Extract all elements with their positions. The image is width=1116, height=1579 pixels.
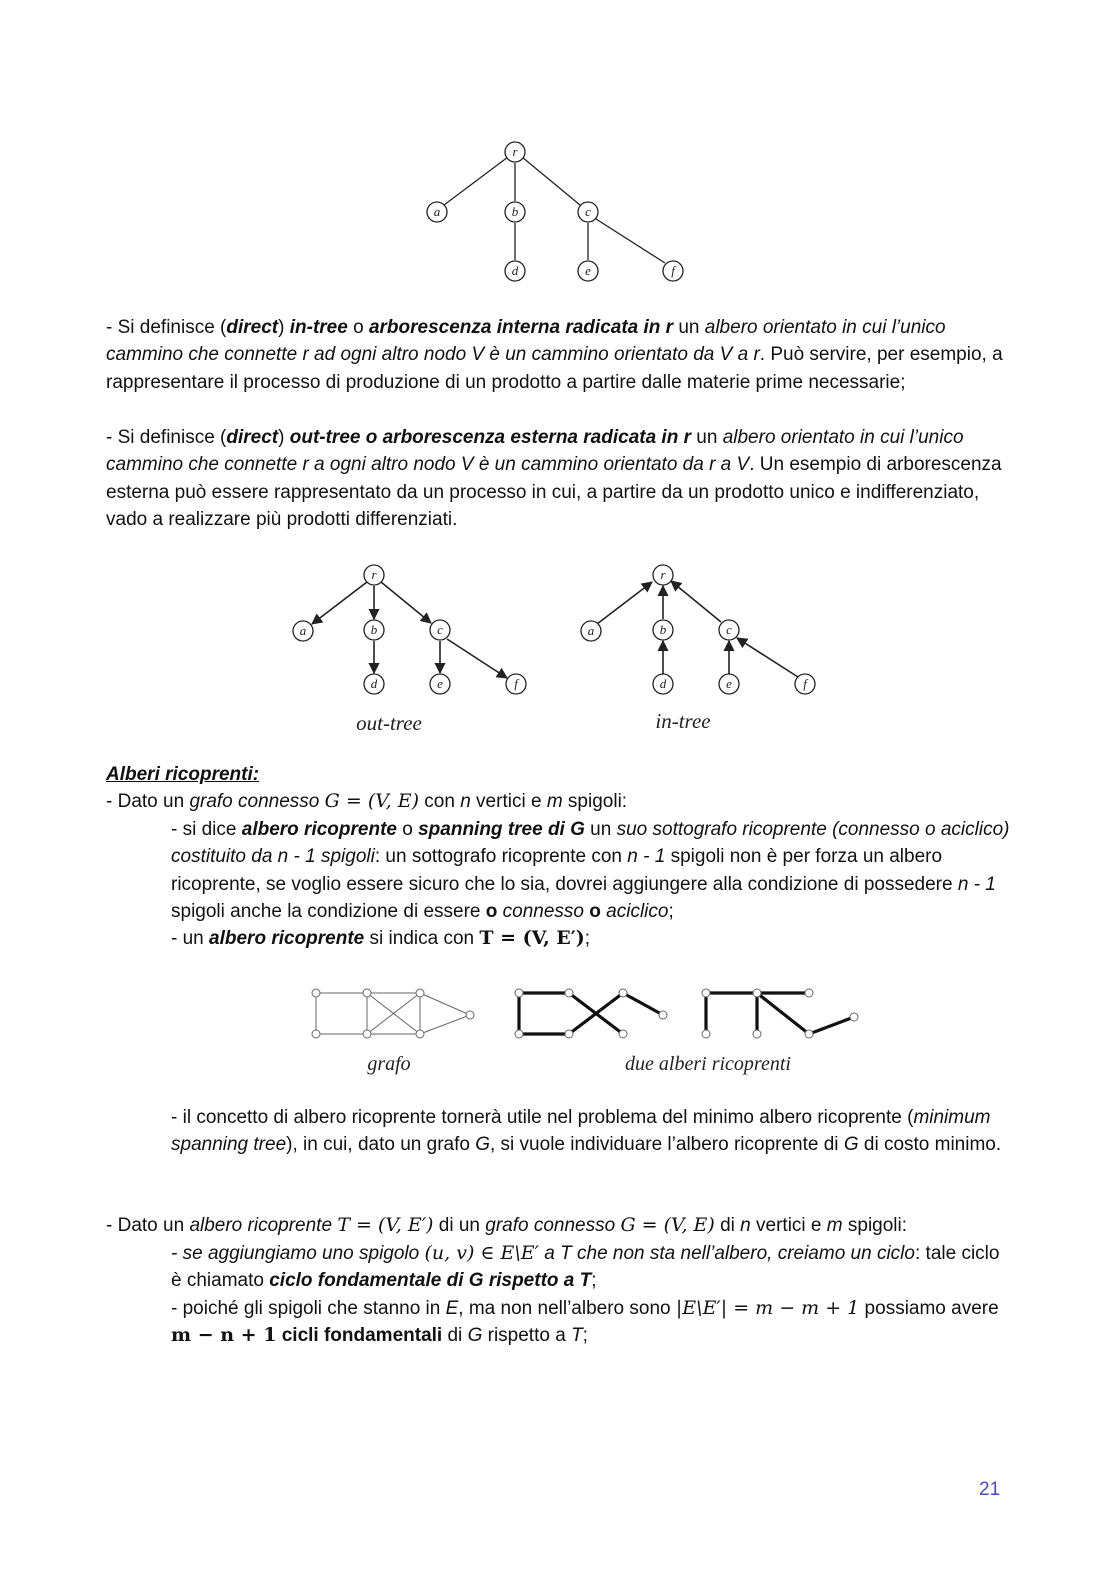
spanning-tree-figure [305, 982, 875, 1082]
spanning-tree-intro: - Dato un albero ricoprente T = (V, E′) di un grafo connesso G = (V, E) di n vertici e m spigoli: [106, 1214, 908, 1236]
graph-node [312, 1030, 320, 1038]
trees-caption: due alberi ricoprenti [625, 1053, 791, 1075]
node-label: d [511, 263, 519, 278]
graph-node [805, 989, 813, 997]
graph-node [363, 989, 371, 997]
section-heading: Alberi ricoprenti: [106, 764, 260, 785]
fundamental-cycle-definition: - se aggiungiamo uno spigolo (u, v) ∈ E\E′ a T che non sta nell’albero, creiamo un ciclo: tale ciclo è chiamato ciclo fondamentale di G rispetto a T; [171, 1242, 1000, 1292]
graph-node [805, 1030, 813, 1038]
graph-node [565, 989, 573, 997]
graph-node [363, 1030, 371, 1038]
node-label: r [371, 567, 377, 582]
node-label: r [660, 567, 666, 582]
graph-node [312, 989, 320, 997]
node-label: a [433, 204, 441, 219]
graph-caption: grafo [367, 1053, 411, 1075]
node-label: f [671, 263, 675, 278]
node-label: d [370, 676, 378, 691]
node-label: e [437, 676, 443, 691]
out-tree-caption: out-tree [356, 711, 422, 735]
fundamental-cycle-count: - poiché gli spigoli che stanno in E, ma non nell’albero sono |E\E′| = m − m + 1 possiamo avere m − n + 1 cicli fondamentali di G rispetto a T; [171, 1297, 999, 1347]
in-tree-definition: - Si definisce (direct) in-tree o arborescenza interna radicata in r un albero orientato in cui l’unico cammino che connette r ad ogni altro nodo V è un cammino orientato da V a r. Può servire, per esempio, a rappresentare il processo di produzione di un prodotto a partire dalle materie prime necessarie; [106, 317, 1003, 393]
node-label: e [585, 263, 591, 278]
graph-node [466, 1011, 474, 1019]
node-label: f [803, 676, 807, 691]
node-label: r [512, 144, 518, 159]
graph-node [515, 1030, 523, 1038]
graph-node [565, 1030, 573, 1038]
graph-node [850, 1013, 858, 1021]
node-label: a [587, 623, 595, 638]
tree-figure [410, 135, 710, 290]
out-tree-definition: - Si definisce (direct) out-tree o arborescenza esterna radicata in r un albero orientato in cui l’unico cammino che connette r a ogni altro nodo V è un cammino orientato da r a V. Un esempio di arborescenza esterna può essere rappresentato da un processo in cui, a partire da un prodotto unico e indifferenziato, vado a realizzare più prodotti differenziati. [106, 427, 1002, 530]
node-label: c [726, 622, 732, 637]
spanning-tree-definition: - si dice albero ricoprente o spanning tree di G un suo sottografo ricoprente (connesso o aciclico) costituito da n - 1 spigoli: un sottografo ricoprente con n - 1 spigoli non è per forza un albero ricoprente, se voglio essere sicuro che lo sia, dovrei aggiungere alla condizione di possedere n - 1 spigoli anche la condizione di essere o connesso o aciclico; [171, 819, 1010, 922]
graph-node [416, 1030, 424, 1038]
node-label: b [370, 622, 378, 637]
graph-node [416, 989, 424, 997]
node-label: c [585, 204, 591, 219]
graph-intro: - Dato un grafo connesso G = (V, E) con n vertici e m spigoli: [106, 790, 628, 812]
graph-node [702, 989, 710, 997]
graph-node [515, 989, 523, 997]
graph-node [619, 1030, 627, 1038]
node-label: d [659, 676, 667, 691]
node-label: b [659, 622, 667, 637]
node-label: f [514, 676, 518, 691]
graph-node [702, 1030, 710, 1038]
arborescence-figure [285, 558, 845, 738]
graph-node [753, 1030, 761, 1038]
node-label: c [437, 622, 443, 637]
mst-note: - il concetto di albero ricoprente tornerà utile nel problema del minimo albero ricoprente (minimum spanning tree), in cui, dato un grafo G, si vuole individuare l’albero ricoprente di G di costo minimo. [171, 1107, 1002, 1156]
node-label: b [511, 204, 519, 219]
node-label: e [726, 676, 732, 691]
node-label: a [299, 623, 307, 638]
page-number: 21 [979, 1479, 1001, 1500]
graph-node [659, 1011, 667, 1019]
spanning-tree-notation: - un albero ricoprente si indica con T = (V, E′); [171, 927, 591, 949]
in-tree-caption: in-tree [655, 709, 711, 733]
graph-node [619, 989, 627, 997]
graph-node [753, 989, 761, 997]
